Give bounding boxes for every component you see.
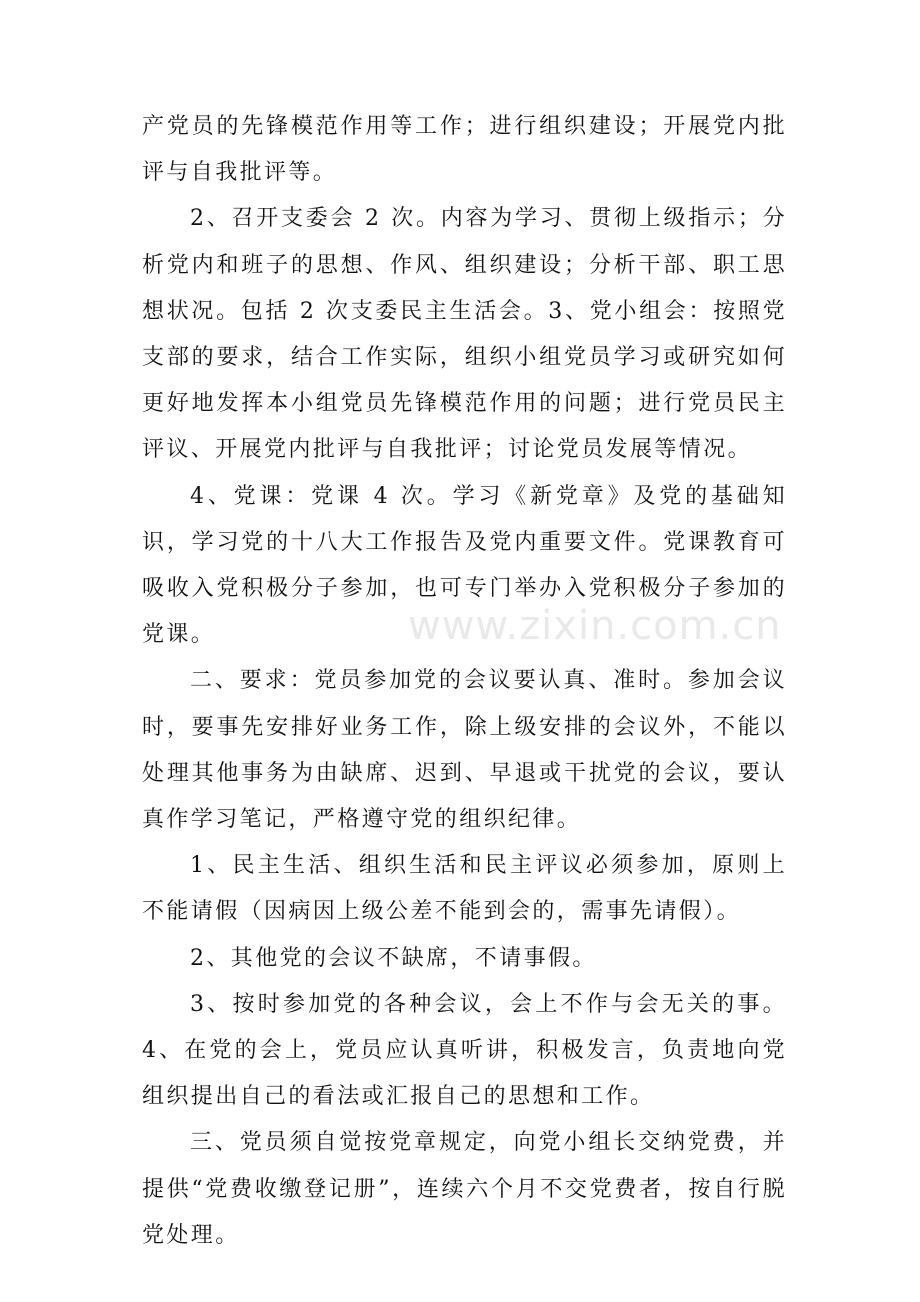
paragraph: 4、党课：党课 4 次。学习《新党章》及党的基础知识，学习党的十八大工作报告及党内重要文件。党课教育可吸收入党积极分子参加，也可专门举办入党积极分子参加的党课。	[142, 483, 787, 648]
paragraph: 2、召开支委会 2 次。内容为学习、贯彻上级指示；分析党内和班子的思想、作风、组织建设；分析干部、职工思想状况。包括 2 次支委民主生活会。3、党小组会：按照党支部的要求，结合工作实际，组织小组党员学习或研究如何更好地发挥本小组党员先锋模范作用的问题；进行党员民主评议、开展党内批评与自我批评；讨论党员发展等情况。	[142, 206, 787, 463]
document-body	[142, 104, 787, 1259]
paragraph: 产党员的先锋模范作用等工作；进行组织建设；开展党内批评与自我批评等。	[142, 114, 787, 186]
watermark: www.zixin.com.cn	[408, 603, 782, 649]
paragraph: 三、党员须自觉按党章规定，向党小组长交纳党费，并提供“党费收缴登记册”，连续六个月不交党费者，按自行脱党处理。	[142, 1130, 787, 1248]
paragraph: 1、民主生活、组织生活和民主评议必须参加，原则上不能请假（因病因上级公差不能到会的，需事先请假）。	[142, 853, 787, 925]
paragraph: 2、其他党的会议不缺席，不请事假。	[190, 945, 597, 971]
paragraph: 二、要求：党员参加党的会议要认真、准时。参加会议时，要事先安排好业务工作，除上级安排的会议外，不能以处理其他事务为由缺席、迟到、早退或干扰党的会议，要认真作学习笔记，严格遵守党的组织纪律。	[142, 668, 787, 833]
paragraph: 3、按时参加党的各种会议，会上不作与会无关的事。4、在党的会上，党员应认真听讲，积极发言，负责地向党组织提出自己的看法或汇报自己的思想和工作。	[142, 991, 787, 1110]
